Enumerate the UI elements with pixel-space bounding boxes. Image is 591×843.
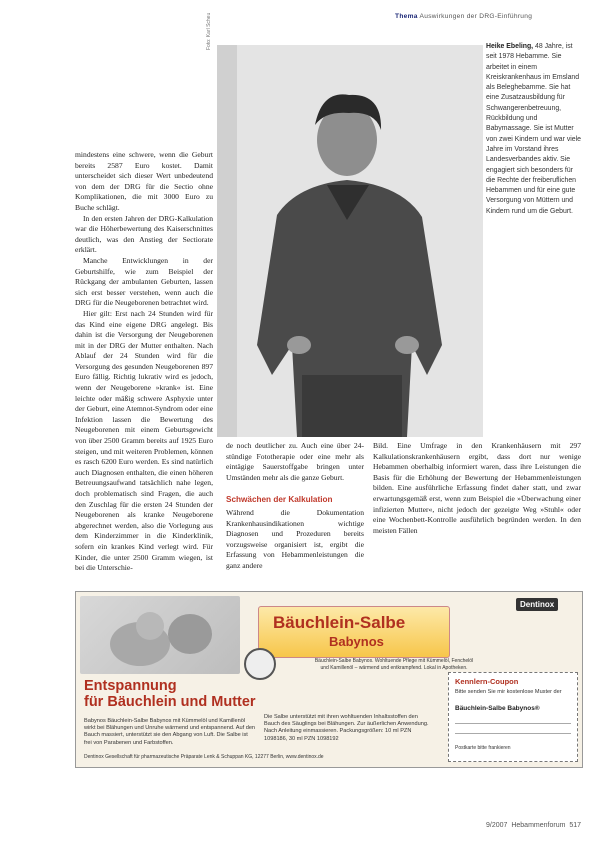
photo-credit: Foto: Karl Scheu [206, 12, 212, 50]
ad-photo [80, 596, 240, 674]
coupon-line [455, 723, 571, 724]
article-column-2 [226, 441, 364, 572]
paragraph: Bild. Eine Umfrage in den Krankenhäusern mit 297 Kalkulationskrankenhäusern ergibt, dass dort nur wenige Hebammen oberhalbig informiert waren, dass ihre Leistungen die Basis für die Erhöhung der Bewertung der Hebammenleistungen bilden. Eine ausführliche Erfassung findet daher statt, und zwar erwartungsgemäß erst, wenn zum Beispiel die »Überwachung einer infizierten Mutter«, nicht jedoch der gezeigte Weg »Stuhl« oder eine Wochenbett-Kontrolle ausführlich begründen werden. In den meisten Fällen [373, 441, 581, 535]
product-subname: Babynos [329, 634, 384, 649]
product-name: Bäuchlein-Salbe [273, 613, 406, 632]
header-title: Auswirkungen der DRG-Einführung [419, 13, 533, 20]
journal-name: Hebammenforum [511, 822, 566, 829]
paragraph: mindestens eine schwere, wenn die Geburt bereits 2587 Euro kostet. Damit unterscheidet sich dieser Wert unbedeutend von dem der DRG für die Sectio ohne Komplikationen, die mit 3000 Euro zu Buche schlägt. [75, 150, 213, 212]
paragraph: de noch deutlicher zu. Auch eine über 24-stündige Fototherapie oder eine mehr als eintägige Sauerstoffgabe bringen unter Umständen mehr als die ganze Geburt. [226, 441, 364, 482]
bio-text: 48 Jahre, ist seit 1978 Hebamme. Sie arbeitet in einem Kreiskrankenhaus im Emsland als Beleghebamme. Sie hat eine Zusatzausbildung für Schwangerenbetreuung, Rückbildung und Babymassage. Sie ist Mutter von zwei Kindern und war viele Jahre im Vorstand ihres Landesverbandes aktiv. Sie engagiert sich besonders für die Rechte der freiberuflichen Hebammen und für eine gute Versorgung von Müttern und Kindern rund um die Geburt. [486, 43, 581, 215]
coupon-product: Bäuchlein-Salbe Babynos® [455, 705, 540, 712]
seal-icon [244, 648, 276, 680]
running-header [395, 13, 585, 20]
coupon-footer: Postkarte bitte frankieren [455, 745, 511, 751]
page-number: 517 [569, 822, 581, 829]
article-column-1 [75, 150, 213, 574]
section-subheading: Schwächen der Kalkulation [226, 495, 333, 505]
paragraph: Manche Entwicklungen in der Geburtshilfe, wie zum Beispiel der Rückgang der ambulanten Geburten, lassen sich erst besser verstehen, wenn auch die DRG für die Neugeborenen betrachtet wird. [75, 255, 213, 308]
ad-caption: Bäuchlein-Salbe Babynos. Wohltuende Pflege mit Kümmelöl, Fenchelöl und Kamillenöl – wärmend und entkrampfend. Lokal in Apotheken. [314, 658, 474, 672]
advertisement [75, 591, 583, 768]
header-section: Thema [395, 13, 418, 20]
ad-body-left: Babynos Bäuchlein-Salbe Babynos mit Kümmelöl und Kamillenöl wirkt bei Blähungen und Unruhe wärmend und entspannend. Auf den Bauch massiert, unterstützt sie den Abgang von Luft. Die Salbe ist frei von Parabenen und Farbstoffen. [84, 718, 256, 746]
mother-baby-illustration [80, 596, 240, 674]
paragraph: Während die Dokumentation Krankenhausindikationen wichtige Diagnosen und Prozeduren bereits vorzugsweise organisiert ist, ergibt die Erfassung von Hebammenleistungen die ganz andere [226, 507, 364, 570]
ad-headline-2: für Bäuchlein und Mutter [84, 694, 256, 710]
coupon-title: Kennlern-Coupon [455, 677, 519, 686]
ad-footer: Dentinox Gesellschaft für pharmazeutische Präparate Lenk & Schuppan KG, 12277 Berlin, www.dentinox.de [84, 754, 324, 760]
coupon-text: Bitte senden Sie mir kostenlose Muster der [455, 689, 562, 695]
coupon-line [455, 733, 571, 734]
product-package [258, 606, 450, 658]
coupon[interactable] [448, 672, 578, 762]
brand-logo: Dentinox [516, 598, 558, 611]
ad-body-right: Die Salbe unterstützt mit ihren wohltuenden Inhaltsstoffen den Bauch des Säuglings bei Blähungen. Zur äußerlichen Anwendung. Nach Anleitung einmassieren. Packungsgrößen: 10 ml PZN 1098186, 30 ml PZN 1098192 [264, 714, 429, 742]
paragraph: In den ersten Jahren der DRG-Kalkulation war die Höherbewertung des Kaiserschnittes deutlich, was den Anstieg der Sectiorate erklärt. [75, 213, 213, 255]
page-footer [455, 822, 581, 829]
article-column-3 [373, 441, 581, 536]
issue-number: 9/2007 [486, 822, 508, 829]
ad-headline-1: Entspannung [84, 678, 177, 694]
portrait-illustration [217, 45, 483, 437]
author-bio [486, 42, 582, 217]
paragraph: Hier gilt: Erst nach 24 Stunden wird für das Kind eine eigene DRG angelegt. Bis dahin ist die Versorgung der Neugeborenen mit in der DRG der Mutter enthalten. Nach Ablauf der 24 Stunden wird für die Versorgung des gesunden Neugeborenen 897 Euro fällig. Richtig lukrativ wird es jedoch, wenn der Neugeborene »krank« ist. Eine leichte oder mäßig schwere Asphyxie unter der Geburt, eine Atemnot-Syndrom oder eine Infektion lassen die Bewertung des Neugeborenen mit einem Geburtsgewicht von über 2500 Gramm bereits auf 1925 Euro steigen, und mit weiteren Problemen, können es rasch 6200 Euro werden. Es sind natürlich auch Diagnosen enthalten, die einen höheren Betreuungsaufwand tatsächlich nahe legen, doch problematisch sind Fragen, die auch den Zuschlag für die ersten 24 Stunden der Neugeborenen als kranke Neugeborene abgerechnet werden, also die Vorlegung aus dem Kinderzimmer in die Kinderklinik, sofern ein krankes Kind verlegt wird. Für Kinder, die unter 2500 Gramm wiegen, ist bei die Unterschie- [75, 308, 213, 573]
bio-name: Heike Ebeling, [486, 43, 534, 50]
portrait-photo [217, 45, 483, 437]
